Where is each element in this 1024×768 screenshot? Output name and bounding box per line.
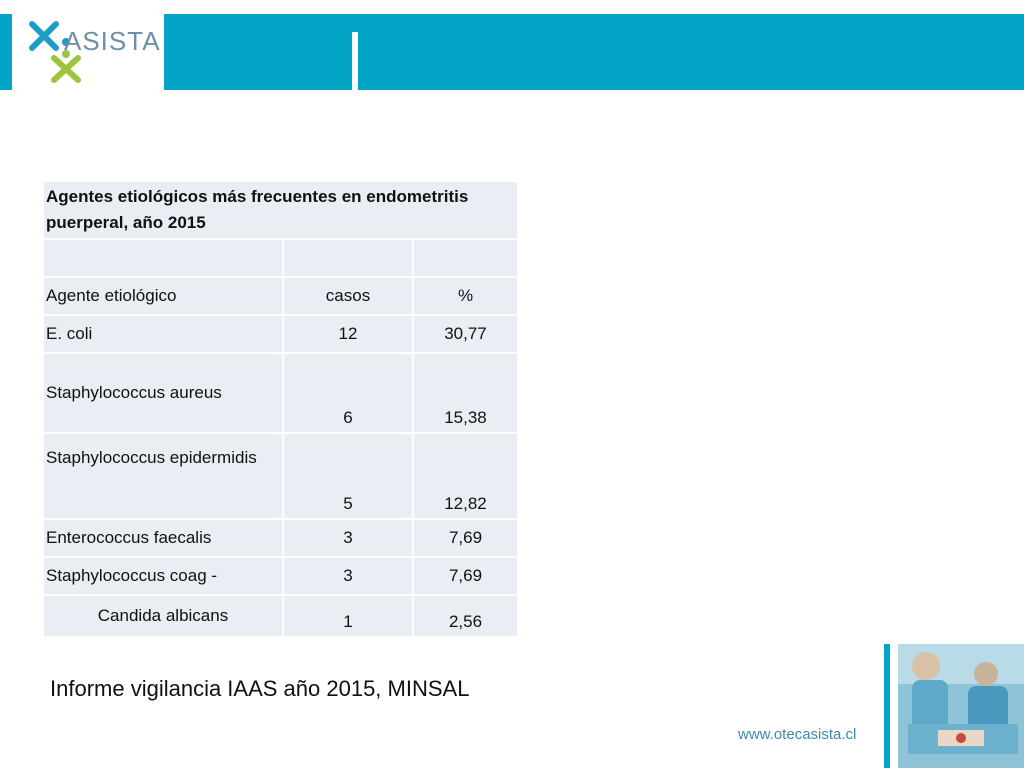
agent-cell: Staphylococcus aureus bbox=[43, 353, 283, 433]
percent-cell: 7,69 bbox=[413, 557, 518, 595]
cases-cell: 3 bbox=[283, 557, 413, 595]
table-row bbox=[43, 557, 518, 595]
source-citation: Informe vigilancia IAAS año 2015, MINSAL bbox=[50, 676, 470, 701]
table-row bbox=[43, 519, 518, 557]
header-bar bbox=[164, 14, 1024, 90]
etiologic-agents-table bbox=[42, 180, 519, 638]
cases-cell: 6 bbox=[283, 353, 413, 433]
agent-cell: E. coli bbox=[43, 315, 283, 353]
agent-cell: Staphylococcus coag - bbox=[43, 557, 283, 595]
percent-cell: 7,69 bbox=[413, 519, 518, 557]
header-percent: % bbox=[413, 277, 518, 315]
footer-url-link[interactable]: www.otecasista.cl bbox=[738, 726, 857, 743]
agent-cell: Enterococcus faecalis bbox=[43, 519, 283, 557]
table-caption: Agentes etiológicos más frecuentes en endometritis puerperal, año 2015 bbox=[43, 181, 518, 239]
header-agent: Agente etiológico bbox=[43, 277, 283, 315]
percent-cell: 15,38 bbox=[413, 353, 518, 433]
table-row bbox=[43, 595, 518, 637]
percent-cell: 12,82 bbox=[413, 433, 518, 519]
table-row bbox=[43, 315, 518, 353]
header-accent-left bbox=[0, 14, 12, 90]
agent-cell: Staphylococcus epidermidis bbox=[43, 433, 283, 519]
logo-text: ASISTA bbox=[64, 26, 161, 56]
cases-cell: 5 bbox=[283, 433, 413, 519]
percent-cell: 2,56 bbox=[413, 595, 518, 637]
cases-cell: 12 bbox=[283, 315, 413, 353]
photo-accent-bar bbox=[884, 644, 890, 768]
table-empty-row bbox=[43, 239, 518, 277]
cases-cell: 1 bbox=[283, 595, 413, 637]
agent-cell: Candida albicans bbox=[43, 595, 283, 637]
header-divider bbox=[352, 32, 358, 90]
table-row bbox=[43, 353, 518, 433]
table-caption-row bbox=[43, 181, 518, 239]
header-cases: casos bbox=[283, 277, 413, 315]
surgery-photo-icon bbox=[898, 644, 1024, 768]
table-row bbox=[43, 433, 518, 519]
table-header-row bbox=[43, 277, 518, 315]
percent-cell: 30,77 bbox=[413, 315, 518, 353]
cases-cell: 3 bbox=[283, 519, 413, 557]
